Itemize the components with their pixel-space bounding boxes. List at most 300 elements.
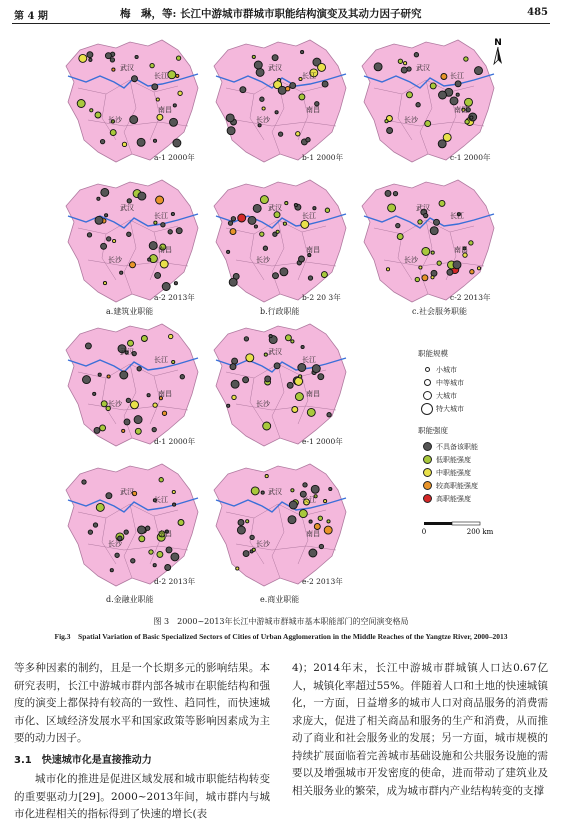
map-label-yangtze: 长江 (302, 356, 316, 364)
map-label-wuhan: 武汉 (416, 64, 430, 72)
map-label-yangtze: 长江 (450, 212, 464, 220)
city-dot (115, 553, 119, 557)
map-label-nanchang: 南昌 (158, 246, 172, 254)
city-dot (90, 109, 93, 112)
region-map (206, 36, 354, 166)
city-dot (269, 335, 272, 338)
city-dot (127, 232, 131, 236)
map-label-changsha: 长沙 (108, 256, 122, 264)
city-dot (289, 501, 297, 509)
city-dot (230, 364, 236, 370)
city-dot (97, 197, 100, 200)
city-dot (79, 54, 87, 62)
sector-title-d: d.金融业职能 (106, 595, 154, 604)
city-dot (453, 261, 461, 269)
city-dot (425, 121, 431, 127)
city-dot (248, 216, 256, 224)
city-dot (250, 535, 254, 539)
figure-caption-cn: 图 3 2000~2013年长江中游城市群城市基本职能部门的空间演变格局 (153, 617, 409, 626)
city-dot (327, 413, 331, 417)
region-map (206, 320, 354, 450)
city-dot (465, 120, 469, 124)
svg-text:200 km: 200 km (466, 528, 494, 536)
map-panel-a-1 (58, 36, 206, 166)
city-dot (82, 480, 86, 484)
city-dot (156, 196, 164, 204)
city-dot (470, 270, 474, 274)
city-dot (172, 360, 175, 363)
map-panel-c-1 (354, 36, 502, 166)
map-label-wuhan: 武汉 (120, 64, 134, 72)
region-map (206, 460, 354, 590)
city-dot (275, 111, 278, 114)
map-label-changsha: 长沙 (404, 116, 418, 124)
running-header (0, 0, 562, 24)
city-dot (107, 375, 110, 378)
city-dot (262, 107, 265, 110)
city-dot (246, 354, 254, 362)
map-label-yangtze: 长江 (154, 356, 168, 364)
city-dot (157, 114, 163, 120)
map-panel-e-2 (206, 460, 354, 590)
map-legend (418, 348, 528, 505)
city-dot (178, 520, 184, 526)
city-dot (237, 526, 245, 534)
region-map (58, 320, 206, 450)
city-dot (287, 382, 293, 388)
legend-item-strength (418, 466, 528, 479)
map-panel-d-1 (58, 320, 206, 450)
map-label-nanchang: 南昌 (158, 390, 172, 398)
issue-number: 第 4 期 (14, 11, 48, 22)
city-dot (388, 204, 396, 212)
legend-item-label: 低职能强度 (436, 455, 471, 464)
city-dot (286, 87, 290, 91)
city-dot (294, 204, 297, 207)
sector-title-b: b.行政职能 (260, 307, 300, 316)
city-dot (176, 56, 180, 60)
city-dot (154, 221, 157, 224)
map-label-yangtze: 长江 (154, 212, 168, 220)
city-dot (401, 67, 407, 73)
city-dot (385, 190, 391, 196)
map-label-wuhan: 武汉 (268, 204, 282, 212)
city-dot (148, 258, 151, 261)
map-label-nanchang: 南昌 (306, 246, 320, 254)
legend-item-label: 中职能强度 (436, 468, 471, 477)
sector-title-e: e.商业职能 (260, 595, 300, 604)
city-dot (103, 282, 106, 285)
city-dot (261, 491, 264, 494)
city-dot (171, 212, 174, 215)
city-dot (309, 549, 317, 557)
city-dot (387, 128, 393, 134)
panel-label: b-1 2000年 (302, 153, 344, 162)
strength-swatch (423, 481, 432, 490)
city-dot (172, 490, 175, 493)
city-dot (173, 503, 176, 506)
city-dot (299, 256, 305, 262)
city-dot (455, 81, 461, 87)
running-title: 梅 琳，等: 长江中游城市群城市职能结构演变及其动力因子研究 (120, 8, 422, 20)
city-dot (149, 550, 153, 554)
city-dot (447, 269, 453, 275)
city-dot (110, 569, 113, 572)
city-dot (301, 345, 304, 348)
region-map (58, 176, 206, 306)
city-dot (290, 83, 296, 89)
city-dot (291, 340, 294, 343)
city-dot (430, 227, 438, 235)
city-dot (477, 267, 480, 270)
city-dot (291, 489, 294, 492)
city-dot (98, 373, 101, 376)
map-panel-e-1 (206, 320, 354, 450)
city-dot (273, 273, 279, 279)
city-dot (260, 196, 268, 204)
city-dot (101, 188, 109, 196)
city-dot (283, 222, 286, 225)
city-dot (464, 57, 468, 61)
city-dot (475, 67, 483, 75)
city-dot (407, 92, 413, 98)
city-dot (430, 83, 436, 89)
city-dot (127, 199, 131, 203)
paragraph: 4)；2014年末，长江中游城市群城镇人口达0.67亿人，城镇化率超过55%。伴随着人口和土地的快速城镇化，一方面，日益增多的城市人口对商品服务的消费需求庞大，促进了相关商品和服务的生产和消费，从而推动了商业和社会服务业的发展；另一方面，城市规模的持续扩展面临着完善城市基础设施和公共服务设施的需要以及增强城市开发密度的使命，进而带动了建筑业及相关服务业的繁荣，成为城市群内产业结构转变的支撑 (292, 662, 548, 797)
city-dot (236, 567, 239, 570)
region-shape (362, 40, 494, 162)
city-dot (227, 127, 235, 135)
region-map (354, 176, 502, 306)
figure-caption-en: Fig.3 Spatial Variation of Basic Specialized Sectors of Cities of Urban Agglomeration in the Middle Reaches of the Yangtze River, 2000–2013 (54, 632, 508, 641)
city-dot (256, 68, 264, 76)
city-dot (415, 277, 419, 281)
legend-item-strength (418, 453, 528, 466)
city-dot (313, 207, 316, 210)
city-dot (106, 493, 112, 499)
city-dot (469, 241, 473, 245)
left-column (14, 660, 270, 824)
city-dot (85, 343, 91, 349)
city-dot (83, 376, 91, 384)
scale-bar (420, 520, 510, 536)
city-dot (162, 411, 166, 415)
city-dot (135, 428, 141, 434)
city-dot (258, 124, 261, 127)
legend-item-strength (418, 479, 528, 492)
section-heading: 3.1 快速城市化是直接推动力 (14, 754, 152, 766)
legend-item-large-city: 大城市 (418, 389, 528, 402)
city-dot (434, 219, 440, 225)
map-label-yangtze: 长江 (154, 72, 168, 80)
city-dot (173, 139, 181, 147)
city-dot (324, 526, 332, 534)
city-dot (156, 98, 159, 101)
paragraph: 等多种因素的制约，且是一个长期多元的影响结果。本研究表明，长江中游城市群内部各城市在职能结构和强度的演变上都保持有较高的一致性、趋同性，而快速城市化、区域经济发展水平和国家政策等影响因素成为主要的动力因子。 (14, 662, 270, 744)
city-dot (439, 200, 445, 206)
map-label-changsha: 长沙 (256, 400, 270, 408)
paragraph: 城市化的推进是促进区域发展和城市职能结构转变的重要驱动力[29]。2000~2013年间，城市群内与城市化进程相关的指标得到了快速的增长(表 (14, 773, 270, 820)
city-dot (128, 340, 134, 346)
map-label-wuhan: 武汉 (416, 204, 430, 212)
city-dot (397, 234, 403, 240)
city-dot (178, 91, 182, 95)
city-dot (126, 398, 130, 402)
city-dot (422, 247, 430, 255)
map-label-nanchang: 南昌 (454, 106, 468, 114)
city-dot (309, 520, 312, 523)
city-dot (308, 276, 312, 280)
city-dot (152, 427, 156, 431)
city-dot (301, 51, 304, 54)
city-dot (95, 112, 101, 118)
city-dot (265, 376, 271, 382)
map-label-changsha: 长沙 (108, 400, 122, 408)
city-dot (101, 401, 107, 407)
city-dot (285, 335, 291, 341)
city-dot (135, 55, 138, 58)
city-dot (87, 52, 93, 58)
city-dot (324, 500, 327, 503)
panel-label: e-2 2013年 (302, 577, 343, 586)
city-dot (174, 282, 177, 285)
city-dot (159, 478, 163, 482)
city-dot (278, 132, 282, 136)
city-dot (94, 427, 100, 433)
city-dot (132, 76, 138, 82)
city-dot (122, 142, 126, 146)
city-dot (137, 138, 145, 146)
city-dot (318, 63, 326, 71)
city-dot (231, 380, 239, 388)
city-dot (176, 74, 179, 77)
city-dot (134, 416, 142, 424)
map-label-changsha: 长沙 (108, 540, 122, 548)
city-dot (122, 429, 125, 432)
city-dot (299, 510, 307, 518)
city-dot (149, 242, 157, 250)
city-dot (470, 116, 473, 119)
city-dot (419, 266, 422, 269)
region-shape (66, 180, 198, 302)
city-dot (87, 233, 91, 237)
map-panel-b-1 (206, 36, 354, 166)
legend-item-medium-city: 中等城市 (418, 376, 528, 389)
city-dot (246, 520, 249, 523)
map-label-yangtze: 长江 (302, 212, 316, 220)
city-dot (244, 337, 248, 341)
city-dot (307, 408, 315, 416)
city-dot (162, 283, 170, 291)
city-dot (124, 530, 128, 534)
city-dot (152, 84, 158, 90)
city-dot (226, 114, 234, 122)
city-dot (96, 503, 104, 511)
city-dot (311, 485, 319, 493)
city-dot (299, 94, 305, 100)
city-dot (306, 138, 310, 142)
legend-item-megacity: 特大城市 (418, 402, 528, 415)
map-panel-a-2 (58, 176, 206, 306)
city-dot (327, 520, 330, 523)
city-dot (318, 374, 324, 380)
panel-label: c-1 2000年 (450, 153, 491, 162)
city-dot (180, 375, 184, 379)
city-dot (441, 74, 447, 80)
map-label-wuhan: 武汉 (268, 488, 282, 496)
map-label-wuhan: 武汉 (268, 64, 282, 72)
city-dot (321, 272, 327, 278)
city-dot (100, 425, 106, 431)
sector-title-a: a.建筑业职能 (106, 307, 154, 316)
city-dot (153, 403, 157, 407)
city-dot (147, 394, 150, 397)
city-dot (153, 139, 156, 142)
panel-label: a-1 2000年 (154, 153, 195, 162)
city-dot (124, 419, 130, 425)
region-shape (362, 180, 494, 302)
city-dot (414, 53, 418, 57)
city-dot (319, 544, 323, 548)
city-dot (260, 232, 264, 236)
strength-legend-title: 职能强度 (418, 426, 448, 435)
city-dot (385, 120, 388, 123)
city-dot (168, 71, 176, 79)
legend-item-strength (418, 440, 528, 453)
map-label-wuhan: 武汉 (120, 488, 134, 496)
city-dot (396, 223, 400, 227)
city-dot (253, 204, 261, 212)
city-dot (295, 393, 303, 401)
region-map (354, 36, 502, 166)
city-dot (105, 53, 111, 59)
city-dot (301, 220, 309, 228)
city-dot (176, 228, 182, 234)
map-label-yangtze: 长江 (450, 72, 464, 80)
city-dot (107, 237, 111, 241)
city-dot (318, 516, 322, 520)
city-dot (263, 422, 271, 430)
map-label-changsha: 长沙 (256, 256, 270, 264)
legend-item-label: 不具备该职能 (436, 442, 478, 451)
city-dot (296, 132, 300, 136)
header-rule (12, 23, 550, 24)
city-dot (150, 63, 154, 67)
city-dot (280, 268, 288, 276)
city-dot (227, 404, 230, 407)
city-dot (295, 377, 303, 385)
city-dot (168, 230, 172, 234)
city-dot (285, 202, 288, 205)
city-dot (130, 116, 138, 124)
city-dot (303, 483, 307, 487)
city-dot (251, 487, 259, 495)
city-dot (265, 475, 268, 478)
city-dot (422, 275, 428, 281)
map-label-nanchang: 南昌 (306, 530, 320, 538)
legend-item-strength (418, 492, 528, 505)
city-dot (424, 213, 428, 217)
city-dot (160, 260, 168, 268)
city-dot (120, 371, 128, 379)
city-dot (146, 526, 150, 530)
city-dot (243, 551, 249, 557)
city-dot (386, 268, 389, 271)
map-label-nanchang: 南昌 (454, 246, 468, 254)
city-dot (169, 334, 173, 338)
strength-swatch (423, 455, 432, 464)
city-dot (374, 63, 382, 71)
city-dot (165, 565, 171, 571)
city-dot (292, 407, 298, 413)
city-dot (240, 87, 246, 93)
city-dot (110, 58, 114, 62)
city-dot (138, 526, 146, 534)
map-label-nanchang: 南昌 (306, 106, 320, 114)
city-dot (398, 59, 402, 63)
city-dot (105, 214, 108, 217)
map-label-changsha: 长沙 (256, 116, 270, 124)
city-dot (276, 230, 279, 233)
city-dot (431, 276, 434, 279)
city-dot (155, 272, 161, 278)
city-dot (170, 118, 178, 126)
map-label-wuhan: 武汉 (120, 204, 134, 212)
city-dot (325, 208, 329, 212)
region-shape (214, 40, 346, 162)
city-dot (254, 61, 262, 69)
region-map (58, 36, 206, 166)
city-dot (298, 364, 306, 372)
city-dot (278, 86, 286, 94)
city-dot (274, 363, 280, 369)
panel-label: e-1 2000年 (302, 437, 343, 446)
map-label-changsha: 长沙 (404, 256, 418, 264)
city-dot (138, 192, 146, 200)
city-dot (232, 358, 238, 364)
map-label-nanchang: 南昌 (158, 106, 172, 114)
city-dot (418, 220, 422, 224)
region-shape (214, 464, 346, 586)
city-dot (456, 93, 459, 96)
city-dot (272, 55, 278, 61)
city-dot (171, 553, 179, 561)
city-dot (264, 353, 267, 356)
city-dot (274, 212, 280, 218)
city-dot (254, 225, 257, 228)
map-label-yangtze: 长江 (302, 496, 316, 504)
city-dot (438, 140, 446, 148)
panel-label: b-2 20 3年 (302, 293, 341, 302)
map-label-changsha: 长沙 (256, 540, 270, 548)
city-dot (450, 97, 458, 105)
city-dot (166, 547, 172, 553)
panel-label: d-1 2000年 (154, 437, 196, 446)
legend-item-label: 较高职能强度 (436, 481, 478, 490)
svg-text:0: 0 (421, 528, 427, 536)
city-dot (95, 216, 103, 224)
city-dot (227, 250, 230, 253)
city-dot (437, 261, 441, 265)
strength-swatch (423, 494, 432, 503)
city-dot (404, 62, 407, 65)
page-number: 485 (527, 7, 548, 18)
city-dot (229, 278, 237, 286)
city-dot (110, 130, 116, 136)
city-dot (100, 139, 104, 143)
city-dot (312, 365, 320, 373)
panel-label: a-2 2013年 (154, 293, 195, 302)
